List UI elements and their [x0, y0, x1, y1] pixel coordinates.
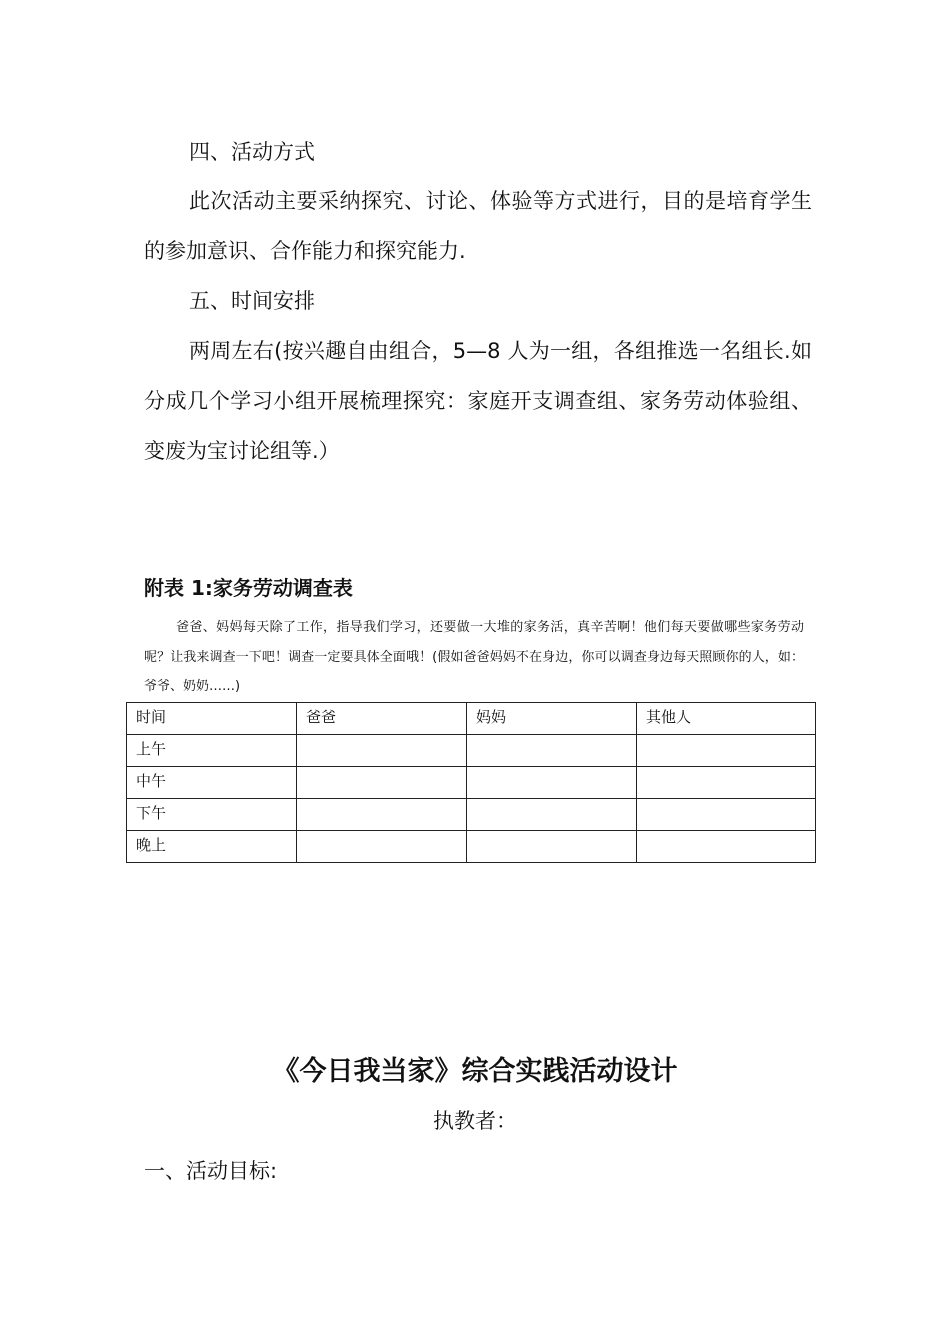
table-cell: [297, 799, 467, 831]
row-time-cell: 晚上: [127, 831, 297, 863]
section-method-heading: 四、活动方式: [189, 140, 315, 164]
table-cell: [467, 831, 637, 863]
table-cell: [467, 799, 637, 831]
author-label: 执教者：: [433, 1109, 517, 1133]
row-time-cell: 上午: [127, 735, 297, 767]
appendix-intro: 爸爸、妈妈每天除了工作，指导我们学习，还要做一大堆的家务活，真辛苦啊！他们每天要做哪些家务劳动呢？让我来调查一下吧！调查一定要具体全面哦！(假如爸爸妈妈不在身边，你可以调查身边每天照顾你的人，如：爷爷、奶奶……): [144, 620, 804, 694]
survey-table: [126, 702, 816, 863]
header-others: 其他人: [637, 703, 816, 735]
section-schedule-heading: 五、时间安排: [189, 289, 315, 313]
header-mom: 妈妈: [467, 703, 637, 735]
row-time-cell: 中午: [127, 767, 297, 799]
table-cell: [297, 767, 467, 799]
table-cell: [637, 799, 816, 831]
table-cell: [467, 735, 637, 767]
table-row: [127, 831, 816, 863]
table-row: [127, 799, 816, 831]
header-time: 时间: [127, 703, 297, 735]
table-cell: [297, 735, 467, 767]
row-time-cell: 下午: [127, 799, 297, 831]
table-cell: [297, 831, 467, 863]
table-cell: [637, 735, 816, 767]
table-cell: [467, 767, 637, 799]
header-dad: 爸爸: [297, 703, 467, 735]
table-row: [127, 767, 816, 799]
table-cell: [637, 831, 816, 863]
goal-heading: 一、活动目标:: [144, 1159, 278, 1183]
appendix-title: 附表 1:家务劳动调查表: [144, 576, 353, 600]
table-cell: [637, 767, 816, 799]
table-row: [127, 735, 816, 767]
design-title: 《今日我当家》综合实践活动设计: [272, 1056, 678, 1087]
section-schedule-body: 两周左右(按兴趣自由组合，5—8 人为一组，各组推选一名组长.如分成几个学习小组开展梳理探究：家庭开支调查组、家务劳动体验组、变废为宝讨论组等.）: [144, 339, 812, 463]
section-method-body: 此次活动主要采纳探究、讨论、体验等方式进行，目的是培育学生的参加意识、合作能力和探究能力.: [144, 189, 812, 263]
table-header-row: [127, 703, 816, 735]
